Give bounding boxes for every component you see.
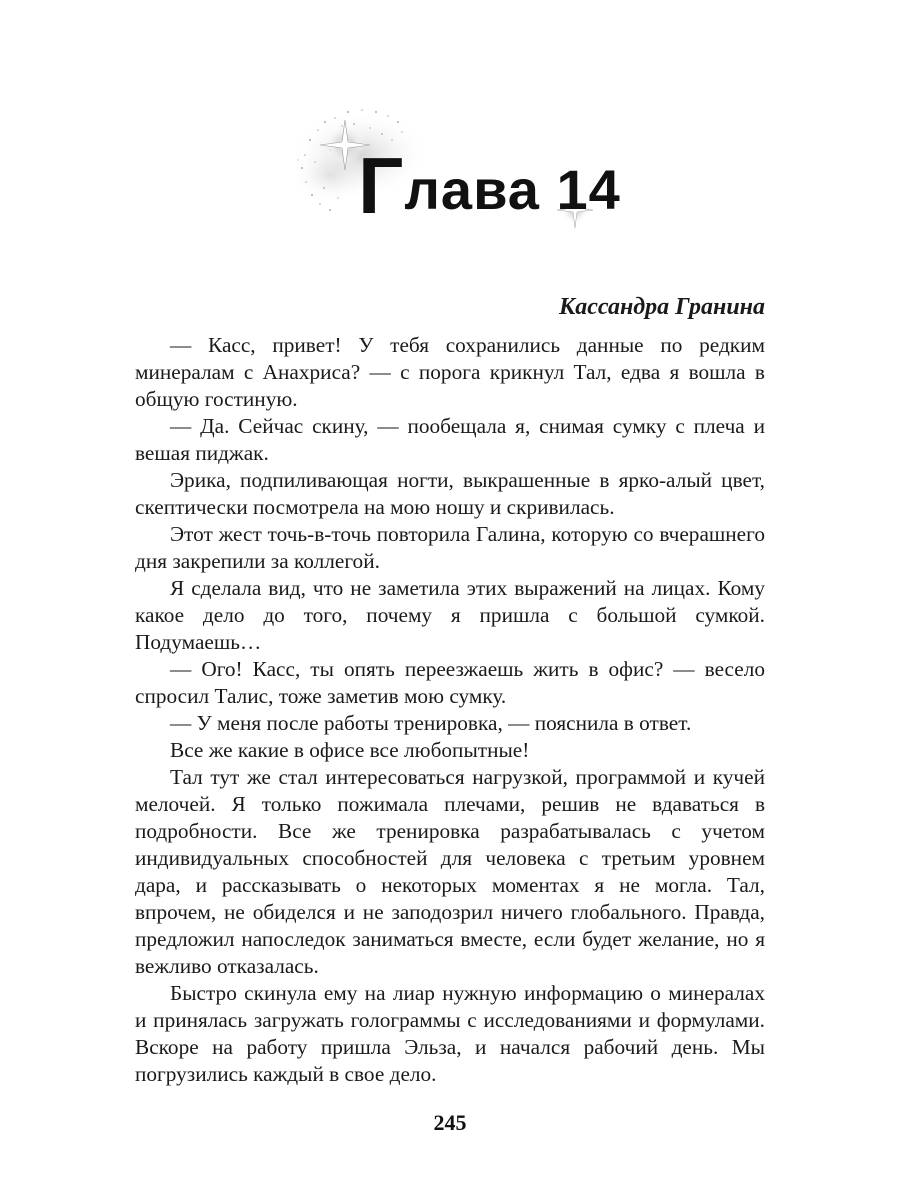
- paragraph: — У меня после работы тренировка, — пояснила в ответ.: [170, 711, 692, 735]
- paragraph: Все же какие в офисе все любопытные!: [170, 738, 530, 762]
- paragraph: Быстро скинула ему на лиар нужную информацию о минералах и принялась загружать голограммы с исследованиями и формулами. Вскоре на работу пришла Эльза, и начался рабочий день. Мы погрузились каждый в свое дело.: [135, 981, 765, 1086]
- author-name: Кассандра Гранина: [558, 294, 765, 320]
- paragraph: Эрика, подпиливающая ногти, выкрашенные в ярко-алый цвет, скептически посмотрела на мою ношу и скривилась.: [135, 468, 765, 519]
- paragraph: — Да. Сейчас скину, — пообещала я, снимая сумку с плеча и вешая пиджак.: [135, 414, 765, 465]
- chapter-body: [135, 332, 765, 1088]
- chapter-title-rest: лава 14: [404, 158, 621, 221]
- paragraph: Я сделала вид, что не заметила этих выражений на лицах. Кому какое дело до того, почему я пришла с большой сумкой. Подумаешь…: [135, 576, 765, 654]
- paragraph: — Касс, привет! У тебя сохранились данные по редким минералам с Анахриса? — с порога крикнул Тал, едва я вошла в общую гостиную.: [135, 333, 765, 411]
- paragraph: — Ого! Касс, ты опять переезжаешь жить в офис? — весело спросил Талис, тоже заметив мою сумку.: [135, 657, 765, 708]
- chapter-title-initial: Г: [358, 141, 405, 230]
- chapter-heading: [290, 100, 620, 250]
- paragraph: Тал тут же стал интересоваться нагрузкой, программой и кучей мелочей. Я только пожимала плечами, решив не вдаваться в подробности. Все же тренировка разрабатывалась с учетом индивидуальных способностей для человека с третьим уровнем дара, и рассказывать о некоторых моментах я не могла. Тал, впрочем, не обиделся и не заподозрил ничего глобального. Правда, предложил напоследок заниматься вместе, если будет желание, но я вежливо отказалась.: [135, 765, 765, 978]
- page-number: 245: [433, 1110, 467, 1135]
- chapter-title: [358, 141, 621, 230]
- paragraph: Этот жест точь-в-точь повторила Галина, которую со вчерашнего дня закрепили за коллегой.: [135, 522, 765, 573]
